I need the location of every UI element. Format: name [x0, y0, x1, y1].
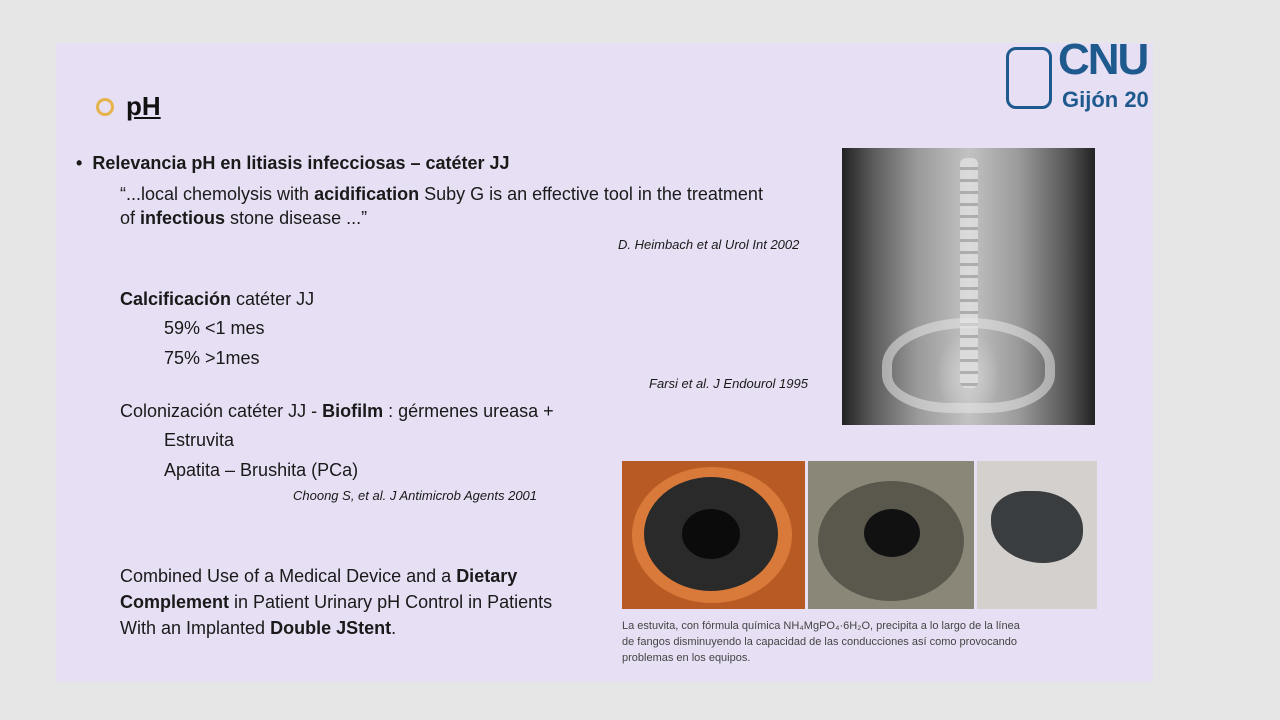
- logo-name: CNU: [1058, 43, 1148, 84]
- calcification-bold: Calcificación: [120, 289, 232, 309]
- quote-text: “...local chemolysis with: [120, 184, 315, 204]
- quote-text: stone disease ...”: [225, 208, 368, 228]
- logo-city: Gijón 20: [1062, 87, 1149, 112]
- abdominal-xray-image: [842, 148, 1095, 425]
- quote-line-1: [120, 184, 763, 205]
- combined-bold: Dietary: [456, 566, 518, 586]
- citation-farsi: Farsi et al. J Endourol 1995: [649, 376, 808, 391]
- colonization-item-2: Apatita – Brushita (PCa): [164, 460, 359, 480]
- colonization-line: [120, 401, 554, 422]
- stent-cross-section-photo: [622, 461, 805, 609]
- caption-line: de fangos disminuyendo la capacidad de las conducciones así como provocando: [622, 636, 1018, 648]
- ring-bullet-icon: [96, 98, 114, 116]
- bullet-relevancia: [76, 153, 510, 174]
- quote-text: of: [120, 208, 141, 228]
- calcification-item-2: 75% >1mes: [164, 348, 260, 368]
- slide-heading: pH: [126, 91, 161, 121]
- citation-choong: Choong S, et al. J Antimicrob Agents 2001: [293, 488, 538, 503]
- combined-text: With an Implanted: [120, 618, 271, 638]
- combined-line-1: [120, 566, 517, 587]
- quote-line-2: [120, 208, 367, 229]
- colonization-text: Colonización catéter JJ -: [120, 401, 323, 421]
- combined-line-2: [120, 592, 552, 613]
- colonization-bold: Biofilm: [322, 401, 384, 421]
- heading-row: [96, 91, 161, 122]
- logo-emblem-icon: [1006, 47, 1052, 109]
- cnu-logo: [1006, 45, 1153, 115]
- caption-line: La estuvita, con fórmula química NH₄MgPO₄·6H₂O, precipita a lo largo de la línea: [622, 620, 1020, 632]
- combined-bold: Double JStent: [270, 618, 392, 638]
- colonization-item-1: Estruvita: [164, 430, 235, 450]
- quote-text: Suby G is an effective tool in the treatment: [419, 184, 763, 204]
- bullet-text: Relevancia pH en litiasis infecciosas – catéter JJ: [92, 153, 510, 173]
- colonization-text: : gérmenes ureasa +: [383, 401, 554, 421]
- slide: [56, 43, 1153, 682]
- combined-bold: Complement: [120, 592, 230, 612]
- encrusted-pipe-photo: [808, 461, 974, 609]
- calcification-item-1: 59% <1 mes: [164, 318, 265, 338]
- combined-text: .: [391, 618, 397, 638]
- struvite-stone-photo: [977, 461, 1097, 609]
- citation-heimbach: D. Heimbach et al Urol Int 2002: [618, 237, 800, 252]
- caption-line: problemas en los equipos.: [622, 652, 751, 664]
- combined-text: Combined Use of a Medical Device and a: [120, 566, 457, 586]
- quote-bold: acidification: [314, 184, 420, 204]
- bullet-dot-icon: •: [76, 153, 83, 173]
- combined-line-3: [120, 618, 396, 639]
- combined-text: in Patient Urinary pH Control in Patients: [229, 592, 553, 612]
- calcification-label: [120, 289, 314, 310]
- xray-pelvis: [882, 318, 1055, 413]
- calcification-rest: catéter JJ: [231, 289, 315, 309]
- image-caption: [622, 618, 1102, 666]
- quote-bold: infectious: [140, 208, 226, 228]
